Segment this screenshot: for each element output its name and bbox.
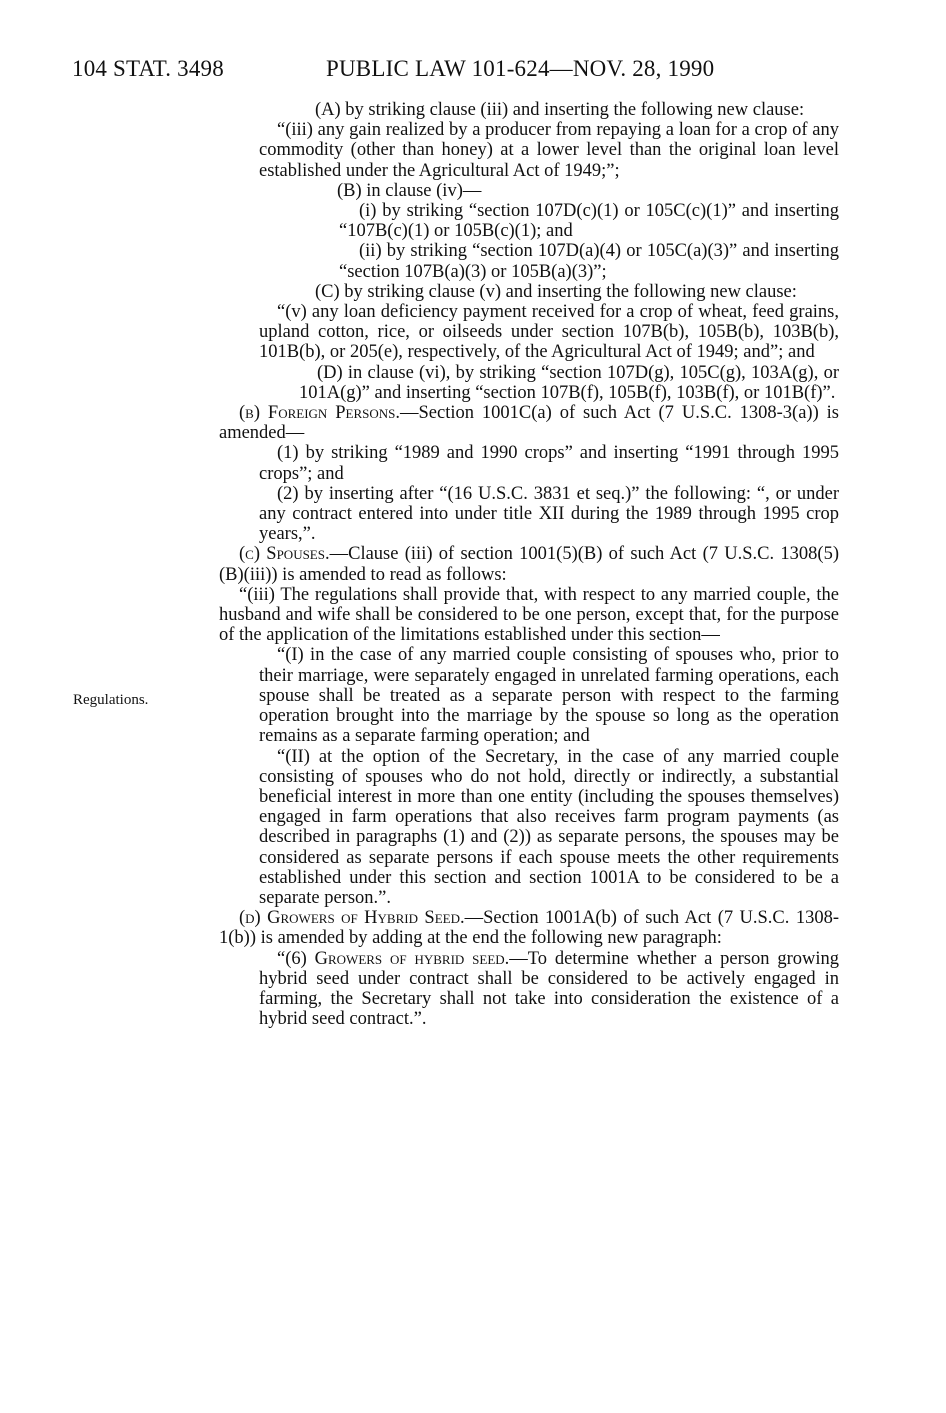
quoted-clause-v: “(v) any loan deficiency payment received for a crop of wheat, feed grains, upland cotton, rice, or oilseeds under section 107B(b), 105B(b), 103B(b), 101B(b), or 205(e), respectively, of the Agricultural Act of 1949; and”; and [259,302,839,363]
running-title: PUBLIC LAW 101-624—NOV. 28, 1990 [326,56,715,81]
section-b [219,403,839,443]
margin-note: Regulations. [73,692,149,708]
section-d [219,908,839,948]
statute-page-number: 104 STAT. 3498 [72,56,224,81]
heading-growers-hybrid-seed-quoted: “(6) Growers of hybrid seed.— [277,948,528,969]
quoted-subclause-i: “(I) in the case of any married couple consisting of spouses who, prior to their marriage, were separately engaged in unrelated farming operations, each spouse shall be treated as a separate person with respect to the farming operation brought into the marriage by the spouse so long as the operation remains as a separate farming operation; and [259,645,839,747]
quoted-subclause-ii: “(II) at the option of the Secretary, in the case of any married couple consisting of spouses who do not hold, directly or indirectly, a substantial beneficial interest in more than one entity (including the spouses themselves) engaged in farm operations that also receives farm program payments (as described in paragraphs (1) and (2)) as separate persons, the spouses may be considered as separate persons if each spouse meets the other requirements established under this section and section 1001A to be considered to be a separate person.”. [259,746,839,908]
document-body [219,100,839,1029]
heading-growers-hybrid-seed: (d) Growers of Hybrid Seed.— [239,908,484,929]
paragraph-b: (B) in clause (iv)— [337,180,482,201]
paragraph-6-text: To determine whether a person growing hybrid seed under contract shall be considered to be actively engaged in farming, the Secretary shall not take into consideration the existence of a hybrid seed contract.”. [259,948,839,1030]
paragraph-c: (C) by striking clause (v) and inserting the following new clause: [315,281,797,302]
section-c [219,544,839,584]
quoted-clause-iii-regulations: “(iii) The regulations shall provide that, with respect to any married couple, the husband and wife shall be considered to be one person, except that, for the purpose of the application of the limitations established under this section— [219,584,839,646]
section-d-text: Section 1001A(b) of such Act (7 U.S.C. 1308-1(b)) is amended by adding at the end the following new paragraph: [219,908,839,949]
paragraph-a: (A) by striking clause (iii) and inserting the following new clause: [315,100,805,120]
heading-foreign-persons: (b) Foreign Persons.— [239,403,419,424]
heading-spouses: (c) Spouses.— [239,544,349,565]
subparagraph-ii: (ii) by striking “section 107D(a)(4) or 105C(a)(3)” and inserting “section 107B(a)(3) or 105B(a)(3)”; [339,241,839,282]
quoted-paragraph-6 [219,949,839,1030]
subparagraph-i: (i) by striking “section 107D(c)(1) or 105C(c)(1)” and inserting “107B(c)(1) or 105B(c)(1); and [339,201,839,242]
paragraph-d: (D) in clause (vi), by striking “section 107D(g), 105C(g), 103A(g), or 101A(g)” and inserting “section 107B(f), 105B(f), 103B(f), or 101B(f)”. [299,362,839,403]
quoted-clause-iii: “(iii) any gain realized by a producer from repaying a loan for a crop of any commodity (other than honey) at a lower level than the original loan level established under the Agricultural Act of 1949;”; [259,120,839,181]
section-b-2: (2) by inserting after “(16 U.S.C. 3831 et seq.)” the following: “, or under any contract entered into under title XII during the 1989 through 1995 crop years,”. [259,483,839,545]
section-b-text: Section 1001C(a) of such Act (7 U.S.C. 1308-3(a)) is amended— [219,403,839,444]
section-c-text: Clause (iii) of section 1001(5)(B) of such Act (7 U.S.C. 1308(5)(B)(iii)) is amended to read as follows: [219,544,839,585]
section-b-1: (1) by striking “1989 and 1990 crops” and inserting “1991 through 1995 crops”; and [259,443,839,484]
